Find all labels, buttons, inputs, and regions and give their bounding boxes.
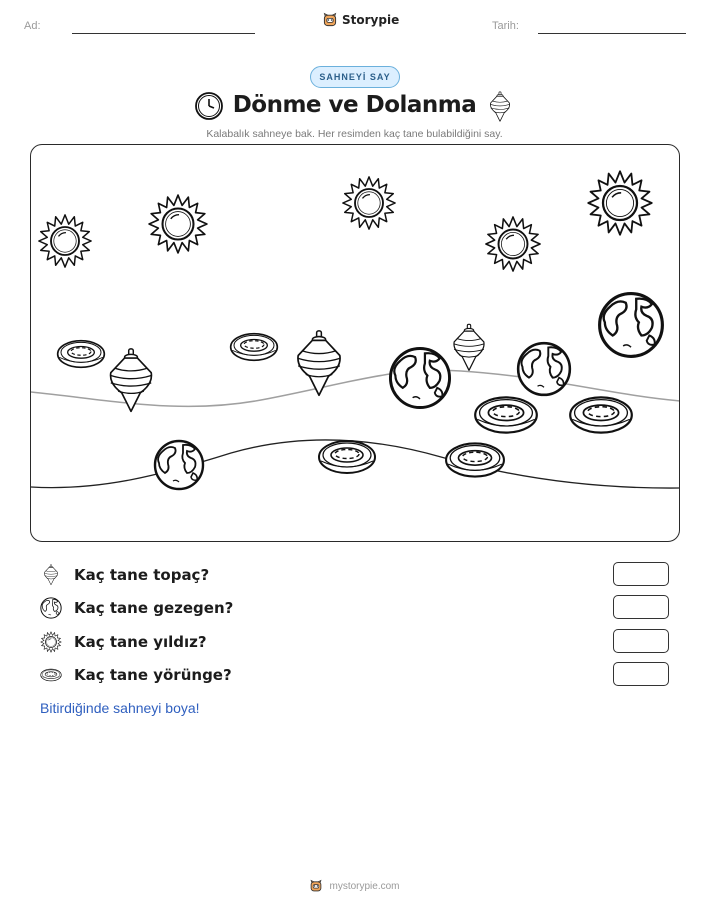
counting-scene — [30, 144, 680, 542]
spinning-top-icon — [488, 91, 512, 123]
mascot-icon — [322, 12, 338, 28]
scene-illustration — [31, 145, 680, 542]
name-label: Ad: — [24, 20, 41, 32]
ring-icon — [570, 397, 632, 432]
answer-box[interactable] — [613, 629, 669, 653]
instructions: Kalabalık sahneye bak. Her resimden kaç tane bulabildiğini say. — [206, 128, 503, 140]
ring-icon — [58, 341, 105, 368]
sun-icon — [588, 171, 651, 234]
date-label: Tarih: — [492, 20, 519, 32]
brand-logo — [322, 12, 399, 28]
coloring-prompt: Bitirdiğinde sahneyi boya! — [40, 700, 200, 716]
answer-box[interactable] — [613, 662, 669, 686]
date-field[interactable] — [538, 33, 686, 34]
question-text: Kaç tane gezegen? — [74, 599, 234, 617]
ring-icon — [231, 334, 278, 361]
answer-box[interactable] — [613, 562, 669, 586]
spinning-top-icon — [454, 324, 484, 370]
question-row — [40, 564, 670, 588]
sun-icon — [39, 215, 91, 267]
ring-icon — [40, 667, 62, 683]
question-text: Kaç tane yıldız? — [74, 633, 207, 651]
globe-icon — [518, 343, 570, 395]
ring-icon — [319, 441, 375, 473]
footer — [0, 879, 709, 893]
sun-icon — [149, 195, 207, 253]
question-text: Kaç tane yörünge? — [74, 666, 232, 684]
sun-icon — [486, 217, 540, 271]
page-title: Dönme ve Dolanma — [232, 92, 477, 118]
answer-box[interactable] — [613, 595, 669, 619]
section-badge: SAHNEYİ SAY — [310, 66, 400, 88]
spinning-top-icon — [40, 564, 62, 586]
ring-icon — [446, 443, 504, 476]
sun-icon — [40, 631, 62, 653]
ring-icon — [475, 397, 537, 432]
globe-icon — [155, 441, 203, 489]
question-row — [40, 631, 670, 655]
globe-icon — [40, 597, 62, 619]
mascot-icon — [309, 879, 323, 893]
question-row — [40, 597, 670, 621]
sun-icon — [343, 177, 395, 229]
footer-url: mystorypie.com — [329, 880, 400, 892]
question-row — [40, 664, 670, 688]
question-text: Kaç tane topaç? — [74, 566, 210, 584]
name-field[interactable] — [72, 33, 255, 34]
brand-name: Storypie — [342, 13, 400, 27]
globe-icon — [390, 348, 449, 407]
globe-icon — [600, 294, 663, 357]
